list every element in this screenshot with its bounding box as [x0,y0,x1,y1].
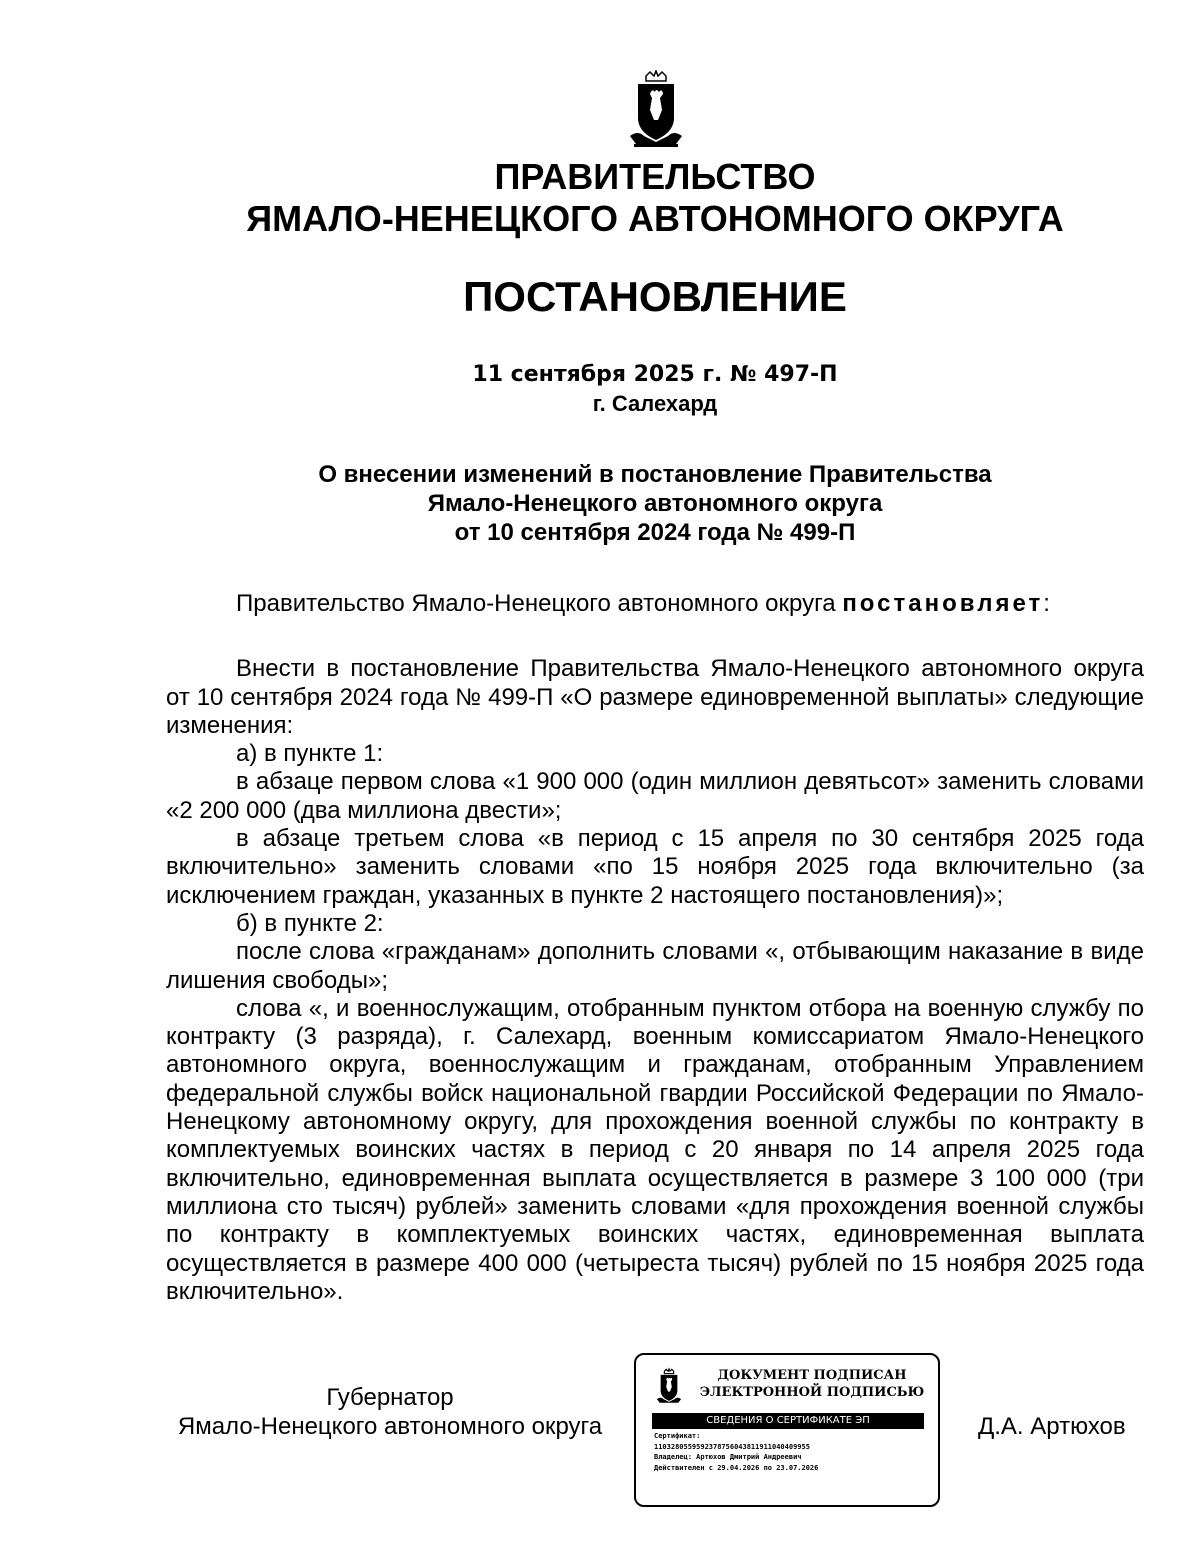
document-subject [160,460,1150,547]
body-paragraph-a-first: в абзаце первом слова «1 900 000 (один миллион девятьсот» заменить словами «2 200 000 (два миллиона двести»; [166,768,1144,824]
stamp-title-line1: ДОКУМЕНТ ПОДПИСАН [717,1368,907,1383]
document-city: г. Салехард [592,391,718,416]
document-body [166,590,1144,1306]
body-paragraph-b-after: после слова «гражданам» дополнить словами «, отбывающим наказание в виде лишения свободы»; [166,938,1144,994]
subject-line3: от 10 сентября 2024 года № 499-П [454,519,856,546]
body-paragraph-intro: Внести в постановление Правительства Ямало-Ненецкого автономного округа от 10 сентября 2024 года № 499-П «О размере единовременной выплаты» следующие изменения: [166,655,1144,739]
signer-position [160,1383,620,1441]
organization-title-line2: ЯМАЛО-НЕНЕЦКОГО АВТОНОМНОГО ОКРУГА [246,198,1064,239]
stamp-coat-of-arms-icon [656,1367,682,1407]
body-paragraph-point-b: б) в пункте 2: [236,909,384,937]
preamble-paragraph [166,590,1144,618]
body-paragraph-b-words: слова «, и военнослужащим, отобранным пунктом отбора на военную службу по контракту (3 разряда), г. Салехард, военным комиссариатом Ямало-Ненецкого автономного округа, военнослужащим и гражданам, отобранным Управлением федеральной службы войск национальной гвардии Российской Федерации по Ямало-Ненецкому автономному округу, для прохождения военной службы по контракту в комплектуемых воинских частях в период с 20 января по 14 апреля 2025 года включительно, единовременная выплата осуществляется в размере 3 100 000 (три миллиона сто тысяч) рублей» заменить словами «для прохождения военной службы по контракту в комплектуемых воинских частях, единовременная выплата осуществляется в размере 400 000 (четыреста тысяч) рублей по 15 ноября 2025 года включительно». [166,994,1144,1305]
stamp-validity: Действителен с 29.04.2026 по 23.07.2026 [654,1463,819,1472]
preamble-end: : [1043,590,1050,617]
signer-position-line1: Губернатор [326,1384,454,1411]
document-type: ПОСТАНОВЛЕНИЕ [463,273,847,320]
stamp-certificate-bar: СВЕДЕНИЯ О СЕРТИФИКАТЕ ЭП [652,1413,924,1429]
preamble-text: Правительство Ямало-Ненецкого автономного округа [236,590,836,617]
document-date-number: 11 сентября 2025 г. № 497-П [472,362,838,387]
preamble-keyword: постановляет [842,590,1044,617]
stamp-title-line2: ЭЛЕКТРОННОЙ ПОДПИСЬЮ [699,1385,925,1400]
organization-title-line1: ПРАВИТЕЛЬСТВО [494,156,816,197]
signer-name: Д.А. Артюхов [978,1413,1126,1440]
body-paragraph-a-third: в абзаце третьем слова «в период с 15 апреля по 30 сентября 2025 года включительно» заменить словами «по 15 ноября 2025 года включительно (за исключением граждан, указанных в пункте 2 настоящего постановления)»; [166,825,1144,909]
coat-of-arms-icon [628,70,684,150]
signer-position-line2: Ямало-Ненецкого автономного округа [177,1413,603,1440]
stamp-owner: Владелец: Артюхов Дмитрий Андреевич [654,1453,802,1462]
stamp-certificate-number: 1103280559592378756043811911040409955 [654,1442,810,1451]
body-paragraph-point-a: а) в пункте 1: [236,740,384,768]
subject-line2: Ямало-Ненецкого автономного округа [427,490,883,517]
stamp-title [692,1367,932,1401]
subject-line1: О внесении изменений в постановление Правительства [318,461,992,488]
e-signature-stamp [634,1353,940,1507]
stamp-certificate-details [654,1431,934,1473]
stamp-certificate-label: Сертификат: [654,1432,701,1440]
